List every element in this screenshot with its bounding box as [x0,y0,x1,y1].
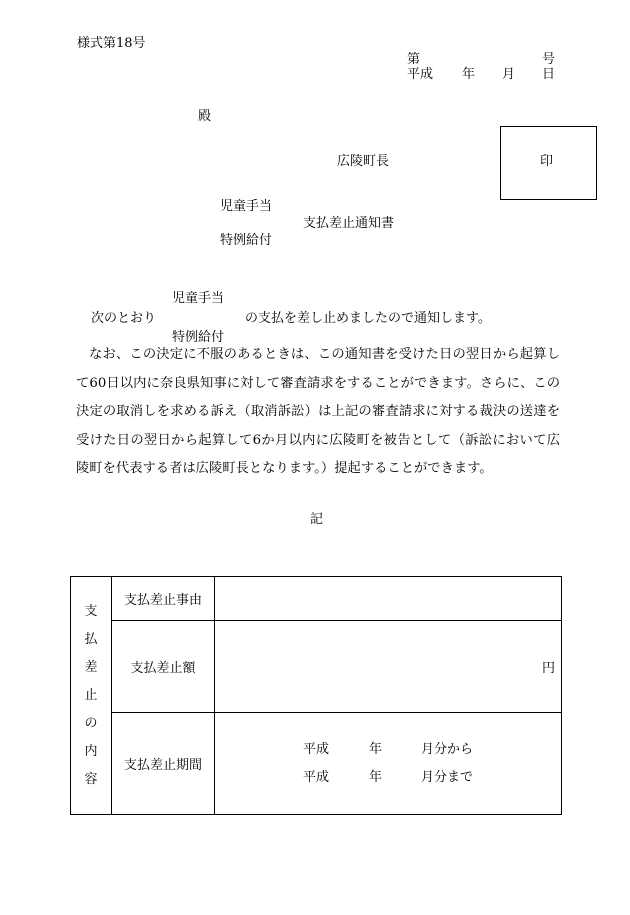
title-option-child-allowance: 児童手当 [220,199,273,214]
title-option-special-benefit: 特例給付 [220,233,273,248]
side-label-char: 容 [84,771,98,787]
date-year: 年 [462,67,476,82]
side-label-char: 止 [84,687,98,703]
period-from [215,736,561,764]
note-heading: 記 [310,512,324,527]
form-number: 様式第18号 [77,36,146,51]
amount-value [215,621,562,713]
period-from-suffix: 月分から [421,741,474,757]
doc-number-suffix: 号 [542,52,556,67]
appeal-notice-paragraph: なお、この決定に不服のあるときは、この通知書を受けた日の翌日から起算して60日以内に奈良県知事に対して審査請求をすることができます。さらに、この決定の取消しを求める訴え（取消訴訟）は上記の審査請求に対する裁決の送達を受けた日の翌日から起算して6か月以内に広陵町を被告として（訴訟において広陵町を代表する者は広陵町長となります。）提起することができます。 [76,347,560,476]
period-to-suffix: 月分まで [421,769,474,785]
amount-label: 支払差止額 [112,621,215,713]
side-label-char: 払 [84,631,98,647]
period-label: 支払差止期間 [112,713,215,815]
period-to-year: 年 [369,769,383,785]
period-to [215,764,561,792]
date-month: 月 [502,67,516,82]
body-lead: 次のとおり [91,311,157,326]
amount-unit: 円 [541,661,555,676]
date-era: 平成 [407,67,434,82]
period-from-year: 年 [369,741,383,757]
addressee-honorific: 殿 [198,109,212,124]
period-to-era: 平成 [303,769,330,785]
reason-value [215,577,562,621]
side-label-char: 支 [84,603,98,619]
doc-number-prefix: 第 [407,52,421,67]
issuer-title: 広陵町長 [337,154,390,169]
reason-label: 支払差止事由 [112,577,215,621]
body-option-child-allowance: 児童手当 [172,291,225,306]
suspension-details-table [70,576,562,815]
body-rest: の支払を差し止めましたので通知します。 [245,311,491,326]
side-label-char: 差 [84,659,98,675]
period-from-era: 平成 [303,741,330,757]
date-day: 日 [542,67,556,82]
side-label [71,577,112,815]
period-value [215,713,562,815]
body-option-special-benefit: 特例給付 [172,330,225,345]
side-label-char: 内 [84,743,98,759]
seal-label: 印 [540,154,554,169]
title-main: 支払差止通知書 [303,216,395,231]
side-label-char: の [84,715,98,731]
